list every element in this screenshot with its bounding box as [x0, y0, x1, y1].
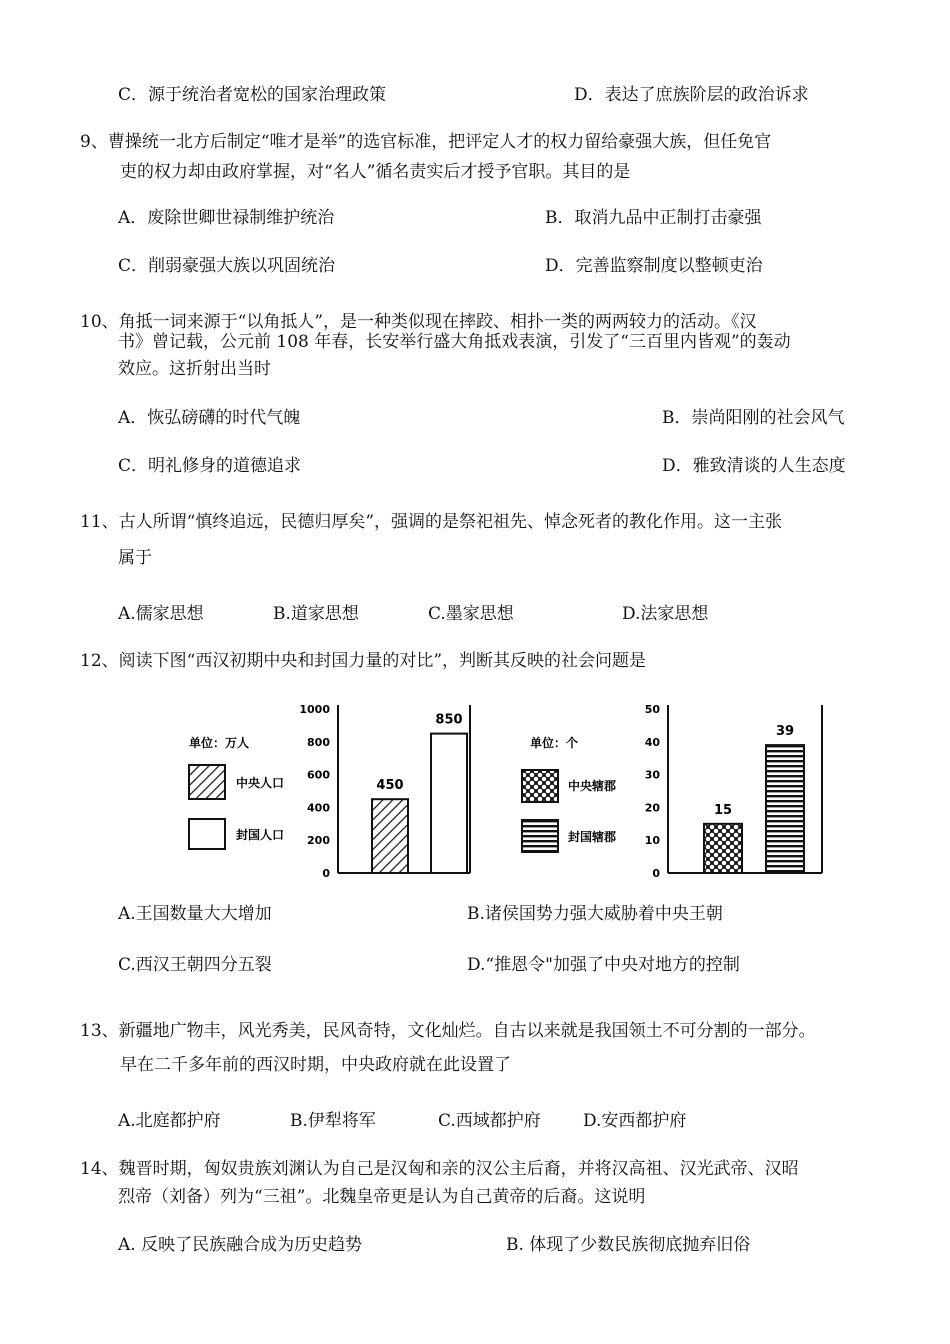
q9-option-a: A．废除世卿世禄制维护统治 [118, 208, 335, 228]
y-tick-label: 400 [307, 801, 330, 815]
q10-stem-line2: 书》曾记载，公元前 108 年春，长安举行盛大角抵戏表演，引发了“三百里内皆观”的轰动 [118, 332, 791, 352]
q8-option-c: C．源于统治者宽松的国家治理政策 [118, 85, 387, 105]
q9-option-d: D．完善监察制度以整顿吏治 [545, 256, 763, 276]
y-tick-label: 50 [644, 703, 660, 716]
commandery-chart [500, 695, 840, 890]
q11-stem-line2: 属于 [118, 548, 152, 568]
q10-option-d: D．雅致清谈的人生态度 [662, 456, 846, 476]
q12-option-a: A.王国数量大大增加 [118, 904, 272, 924]
q10-option-a: A．恢弘磅礴的时代气魄 [118, 408, 301, 428]
pop-legend-swatch-central [189, 765, 225, 799]
q10-stem-line1: 10、角抵一词来源于“以角抵人”，是一种类似现在摔跤、相扑一类的两两较力的活动。《汉 [80, 312, 757, 332]
y-tick-label: 30 [644, 768, 660, 782]
bar-0 [704, 824, 742, 873]
q11-stem-line1: 11、古人所谓“慎终追远，民德归厚矣”，强调的是祭祀祖先、悼念死者的教化作用。这一主张 [80, 512, 783, 532]
q9-option-b: B．取消九品中正制打击豪强 [545, 208, 762, 228]
q11-option-d: D.法家思想 [622, 604, 709, 624]
jun-legend-fief: 封国辖郡 [568, 830, 617, 844]
q14-stem-line1: 14、魏晋时期，匈奴贵族刘渊认为自己是汉匈和亲的汉公主后裔，并将汉高祖、汉光武帝、汉昭 [80, 1159, 799, 1179]
y-tick-label: 200 [307, 834, 330, 848]
bar-0 [372, 799, 408, 873]
q11-option-a: A.儒家思想 [118, 604, 204, 624]
y-tick-label: 20 [644, 801, 660, 815]
bar-value-label: 450 [376, 778, 404, 794]
q12-option-d: D.“推恩令"加强了中央对地方的控制 [467, 955, 740, 975]
pop-legend-fief: 封国人口 [236, 828, 285, 842]
q10-option-b: B．崇尚阳刚的社会风气 [662, 408, 845, 428]
pop-unit-label: 单位：万人 [189, 736, 250, 750]
y-tick-label: 600 [307, 768, 330, 782]
y-tick-label: 40 [644, 735, 660, 749]
jun-legend-swatch-fief [522, 820, 558, 852]
y-tick-label: 800 [307, 735, 330, 749]
q10-option-c: C．明礼修身的道德追求 [118, 456, 302, 476]
q12-option-c: C.西汉王朝四分五裂 [118, 955, 272, 975]
q13-option-d: D.安西都护府 [583, 1111, 687, 1131]
q11-option-c: C.墨家思想 [428, 604, 514, 624]
bar-1 [766, 745, 804, 873]
pop-legend-swatch-fief [189, 819, 225, 849]
y-tick-label: 1000 [299, 703, 330, 716]
q12-option-b: B.诸侯国势力强大威胁着中央王朝 [467, 904, 723, 924]
bar-value-label: 850 [435, 712, 463, 728]
q9-stem-line1: 9、曹操统一北方后制定“唯才是举”的选官标准，把评定人才的权力留给豪强大族，但任免官 [80, 132, 772, 152]
q13-option-b: B.伊犁将军 [290, 1111, 376, 1131]
jun-legend-swatch-central [522, 770, 558, 802]
q13-option-c: C.西域都护府 [438, 1111, 541, 1131]
q14-stem-line2: 烈帝（刘备）列为“三祖”。北魏皇帝更是认为自己黄帝的后裔。这说明 [118, 1187, 646, 1207]
y-tick-label: 0 [322, 867, 330, 880]
q12-stem: 12、阅读下图“西汉初期中央和封国力量的对比”，判断其反映的社会问题是 [80, 651, 647, 671]
q8-option-d: D．表达了庶族阶层的政治诉求 [574, 85, 809, 105]
jun-legend-central: 中央辖郡 [568, 779, 617, 793]
bar-1 [431, 734, 467, 873]
q13-stem-line2: 早在二千多年前的西汉时期，中央政府就在此设置了 [120, 1055, 511, 1075]
q11-option-b: B.道家思想 [273, 604, 359, 624]
q10-stem-line3: 效应。这折射出当时 [118, 359, 271, 379]
bar-value-label: 39 [775, 724, 795, 740]
y-tick-label: 10 [644, 834, 660, 848]
q13-stem-line1: 13、新疆地广物丰，风光秀美，民风奇特，文化灿烂。自古以来就是我国领土不可分割的一部分。 [80, 1021, 816, 1041]
population-chart [180, 695, 490, 890]
pop-legend-central: 中央人口 [236, 776, 285, 790]
q9-option-c: C．削弱豪强大族以巩固统治 [118, 256, 336, 276]
q14-option-b: B. 体现了少数民族彻底抛弃旧俗 [506, 1235, 751, 1255]
y-tick-label: 0 [652, 867, 660, 880]
q13-option-a: A.北庭都护府 [118, 1111, 221, 1131]
jun-unit-label: 单位：个 [530, 736, 579, 750]
q14-option-a: A. 反映了民族融合成为历史趋势 [118, 1235, 363, 1255]
q9-stem-line2: 吏的权力却由政府掌握，对“名人”循名责实后才授予官职。其目的是 [120, 162, 631, 182]
bar-value-label: 15 [713, 802, 733, 818]
